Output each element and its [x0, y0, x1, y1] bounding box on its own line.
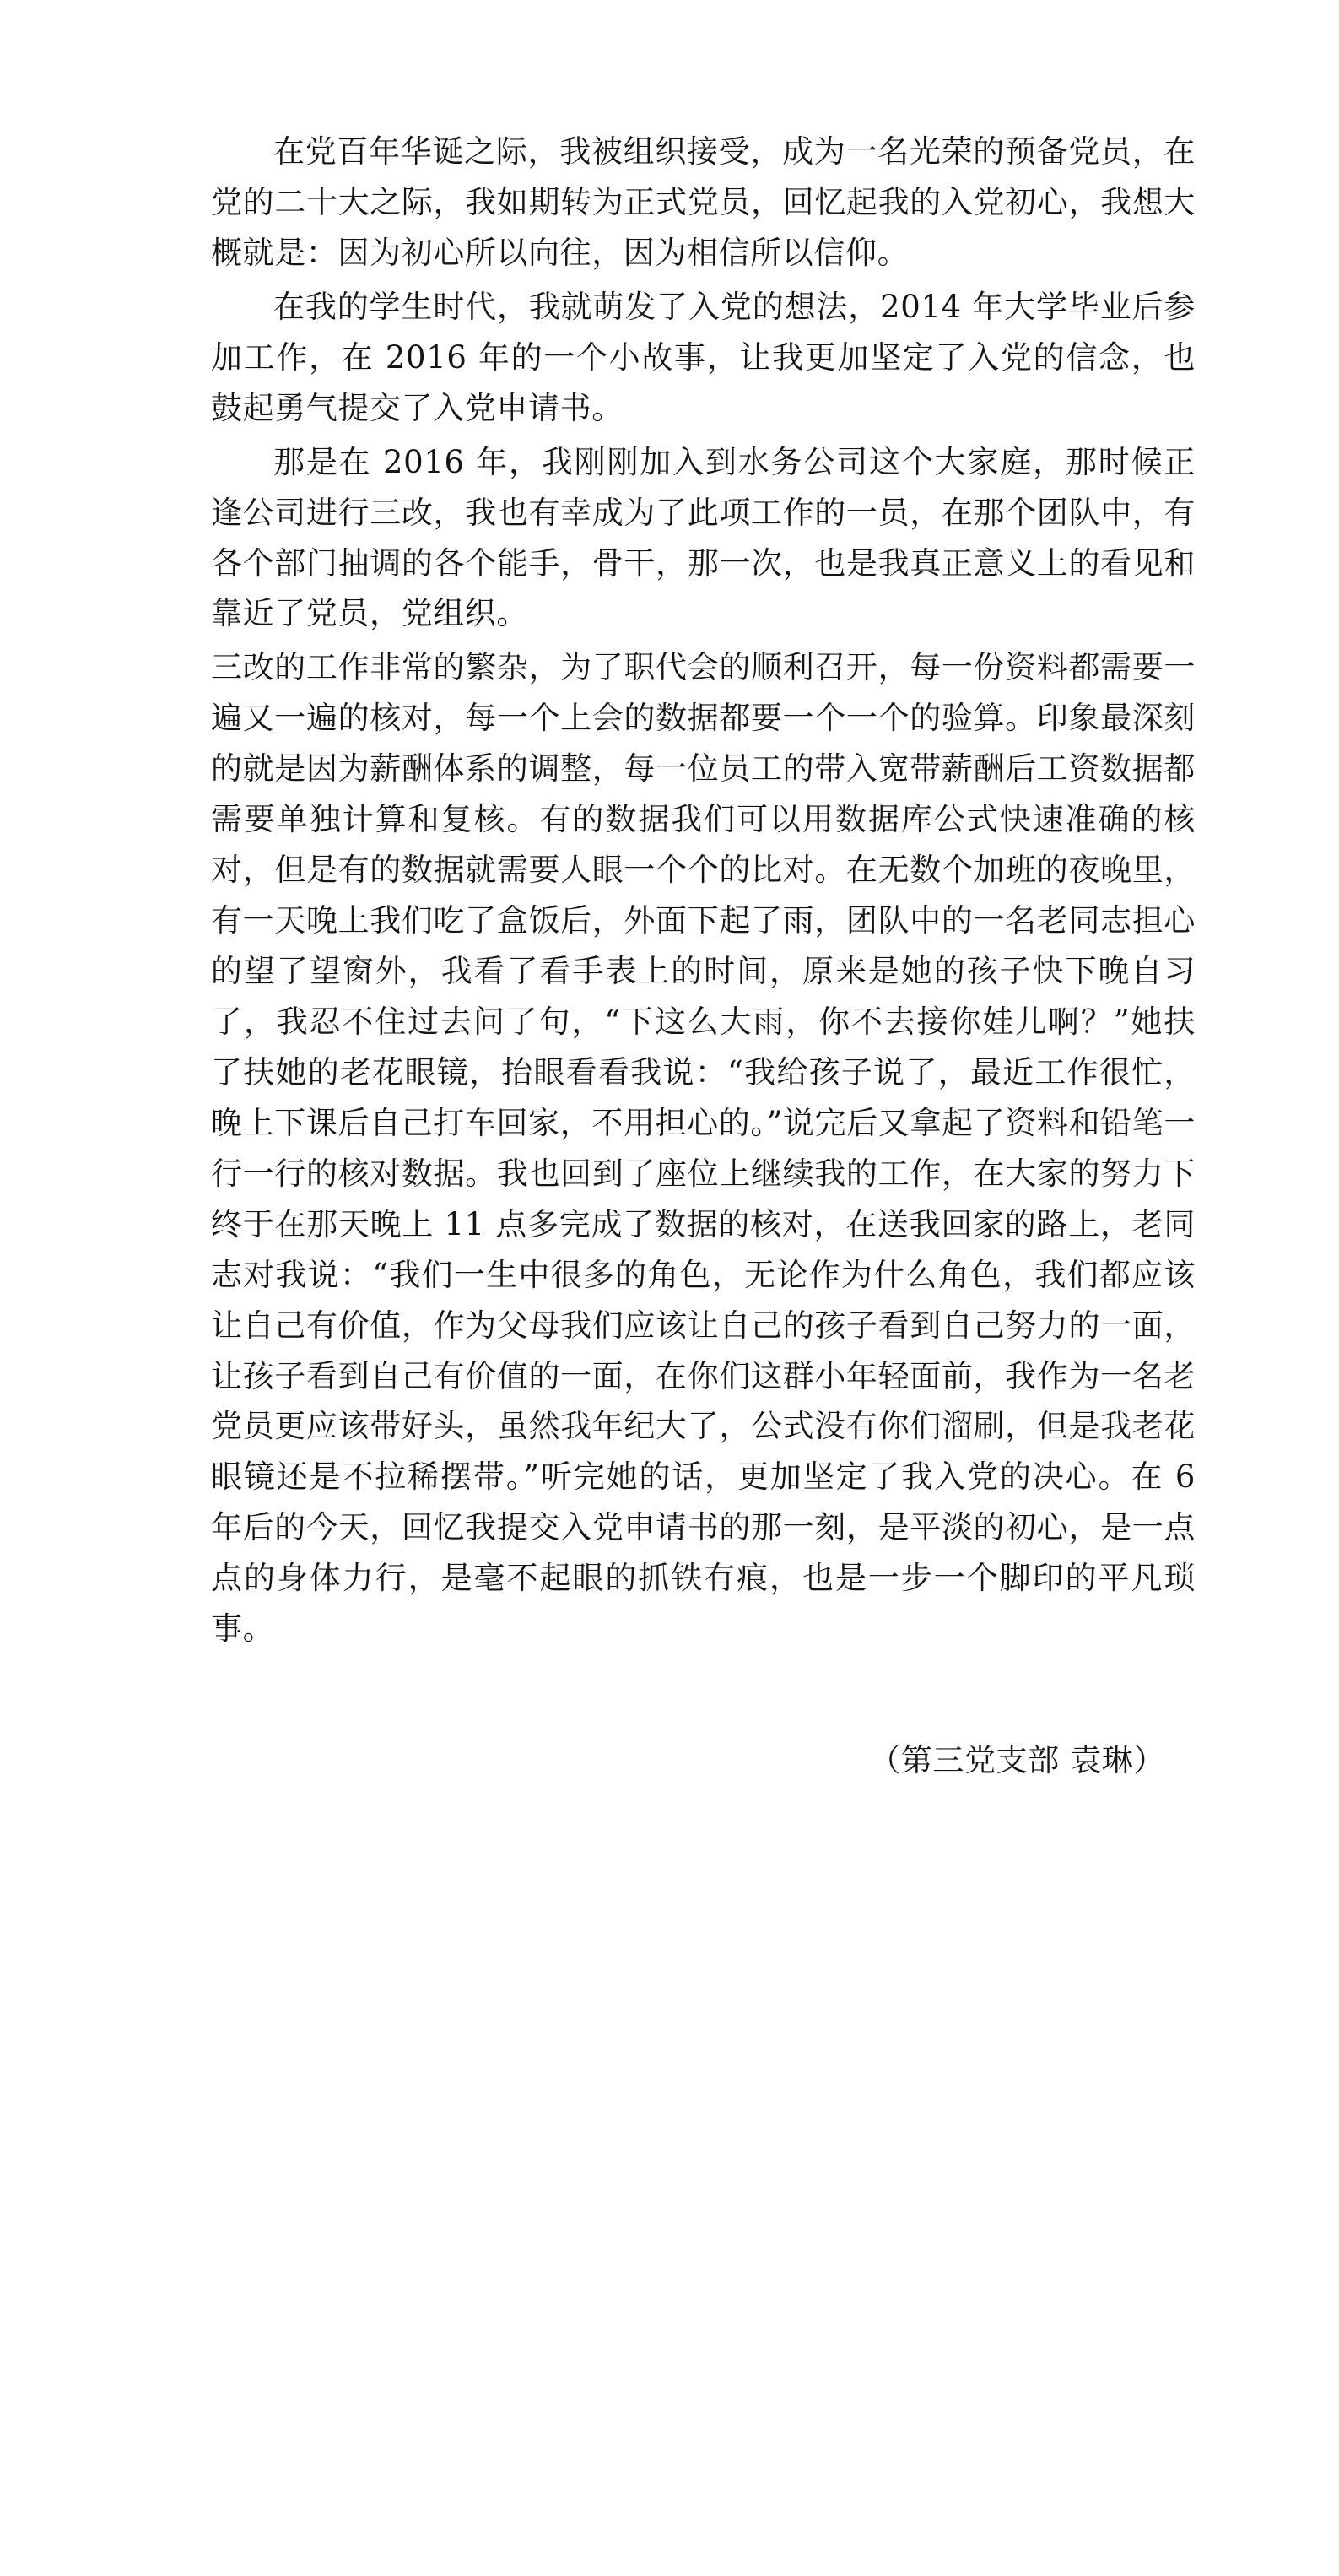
paragraph-2: 在我的学生时代，我就萌发了入党的想法，2014 年大学毕业后参加工作，在 2016 年的一个小故事，让我更加坚定了入党的信念，也鼓起勇气提交了入党申请书。: [211, 288, 1196, 426]
paragraph-4: 三改的工作非常的繁杂，为了职代会的顺利召开，每一份资料都需要一遍又一遍的核对，每一个上会的数据都要一个一个的验算。印象最深刻的就是因为薪酬体系的调整，每一位员工的带入宽带薪酬后工资数据都需要单独计算和复核。有的数据我们可以用数据库公式快速准确的核对，但是有的数据就需要人眼一个个的比对。在无数个加班的夜晚里，有一天晚上我们吃了盒饭后，外面下起了雨，团队中的一名老同志担心的望了望窗外，我看了看手表上的时间，原来是她的孩子快下晚自习了，我忍不住过去问了句，“下这么大雨，你不去接你娃儿啊？”她扶了扶她的老花眼镜，抬眼看看我说：“我给孩子说了，最近工作很忙，晚上下课后自己打车回家，不用担心的。”说完后又拿起了资料和铅笔一行一行的核对数据。我也回到了座位上继续我的工作，在大家的努力下终于在那天晚上 11 点多完成了数据的核对，在送我回家的路上，老同志对我说：“我们一生中很多的角色，无论作为什么角色，我们都应该让自己有价值，作为父母我们应该让自己的孩子看到自己努力的一面，让孩子看到自己有价值的一面，在你们这群小年轻面前，我作为一名老党员更应该带好头，虽然我年纪大了，公式没有你们溜刷，但是我老花眼镜还是不拉稀摆带。”听完她的话，更加坚定了我入党的决心。在 6 年后的今天，回忆我提交入党申请书的那一刻，是平淡的初心，是一点点的身体力行，是毫不起眼的抓铁有痕，也是一步一个脚印的平凡琐事。: [211, 649, 1196, 1648]
paragraph-3: 那是在 2016 年，我刚刚加入到水务公司这个大家庭，那时候正逢公司进行三改，我也有幸成为了此项工作的一员，在那个团队中，有各个部门抽调的各个能手，骨干，那一次，也是我真正意义上的看见和靠近了党员，党组织。: [211, 443, 1196, 632]
document-signature: （第三党支部 袁琳）: [869, 1742, 1165, 1779]
document-body: [211, 127, 1196, 1654]
paragraph-1: 在党百年华诞之际，我被组织接受，成为一名光荣的预备党员，在党的二十大之际，我如期转为正式党员，回忆起我的入党初心，我想大概就是：因为初心所以向往，因为相信所以信仰。: [211, 133, 1196, 271]
